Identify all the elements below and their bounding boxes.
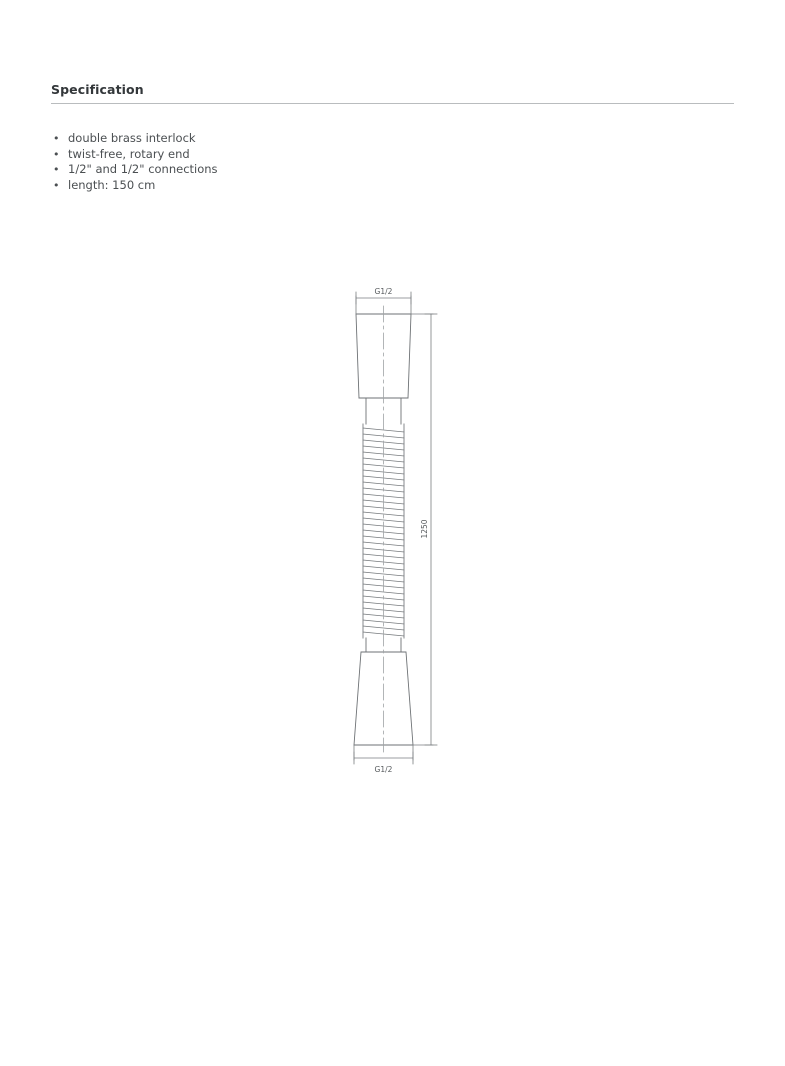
technical-drawing <box>150 246 632 812</box>
list-item-label: double brass interlock <box>68 131 196 145</box>
list-item-label: length: 150 cm <box>68 178 156 193</box>
title-divider <box>51 103 734 104</box>
list-item <box>51 131 471 147</box>
overall-length-label: 1250 <box>420 519 429 539</box>
list-item <box>51 147 471 163</box>
top-connection-label: G1/2 <box>374 287 393 296</box>
list-item-label: twist-free, rotary end <box>68 146 190 161</box>
page-title: Specification <box>51 82 144 97</box>
bullet-icon: • <box>53 132 60 145</box>
bottom-connection-label: G1/2 <box>374 765 393 774</box>
specification-list <box>51 131 471 194</box>
bullet-icon: • <box>53 163 60 177</box>
bullet-icon: • <box>53 147 60 161</box>
list-item <box>51 178 471 194</box>
list-item <box>51 162 471 178</box>
list-item-label: 1/2" and 1/2" connections <box>68 162 218 177</box>
bullet-icon: • <box>53 179 60 193</box>
